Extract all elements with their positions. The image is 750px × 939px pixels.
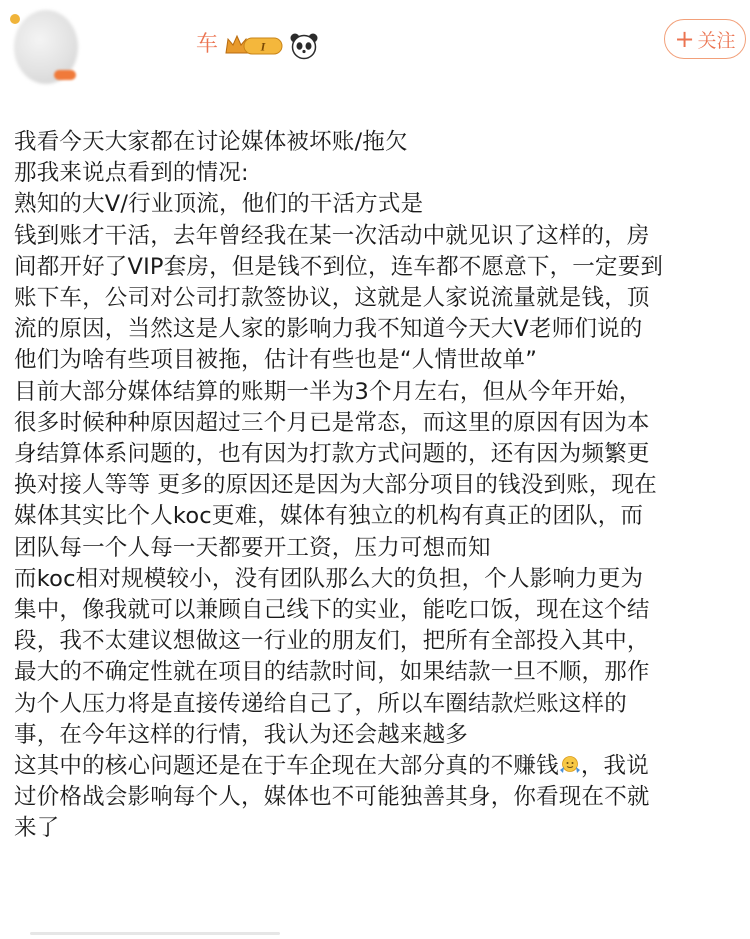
post-line: 间都开好了VIP套房，但是钱不到位，连车都不愿意下，一定要到 (14, 253, 664, 280)
post-line: 他们为啥有些项目被拖，估计有些也是“人情世故单” (14, 347, 538, 374)
post-header (0, 0, 750, 100)
post-line-with-emoji (14, 751, 744, 782)
post-line: 最大的不确定性就在项目的结款时间，如果结款一旦不顺，那作 (14, 659, 650, 686)
post-line: 段，我不太建议想做这一行业的朋友们，把所有全部投入其中， (14, 628, 650, 655)
post-line: 而koc相对规模较小，没有团队那么大的负担，个人影响力更为 (14, 565, 644, 592)
post-line: 目前大部分媒体结算的账期一半为3个月左右，但从今年开始， (14, 378, 642, 405)
post-text (14, 127, 744, 845)
post-line: 换对接人等等 更多的原因还是因为大部分项目的钱没到账，现在 (14, 472, 657, 499)
avatar-decoration (54, 70, 76, 80)
post-line: 我看今天大家都在讨论媒体被坏账/拖欠 (14, 129, 408, 155)
post-line: 熟知的大V/行业顶流，他们的干活方式是 (14, 191, 424, 218)
shrug-emoji-icon (559, 754, 581, 776)
divider (30, 932, 280, 935)
post-line: 那我来说点看到的情况: (14, 160, 249, 187)
post-line: 过价格战会影响每个人，媒体也不可能独善其身，你看现在不就 (14, 784, 650, 811)
plus-icon: + (674, 25, 695, 53)
post-line: 来了 (14, 815, 60, 842)
post-line: 身结算体系问题的，也有因为打款方式问题的，还有因为频繁更 (14, 441, 650, 468)
post-line: 事，在今年这样的行情，我认为还会越来越多 (14, 721, 469, 748)
follow-label: 关注 (697, 29, 736, 52)
author-name[interactable]: 车 (196, 32, 219, 57)
panda-icon (290, 32, 318, 60)
post-line: 团队每一个人每一天都要开工资，压力可想而知 (14, 534, 491, 561)
post-line: 为个人压力将是直接传递给自己了，所以车圈结款烂账这样的 (14, 690, 627, 717)
post-line-part: 这其中的核心问题还是在于车企现在大部分真的不赚钱 (14, 753, 559, 780)
post-line: 钱到账才干活，去年曾经我在某一次活动中就见识了这样的，房 (14, 222, 650, 249)
post-line: 账下车，公司对公司打款签协议，这就是人家说流量就是钱，顶 (14, 285, 650, 312)
crown-badge-icon (224, 33, 284, 57)
post-line: 很多时候种种原因超过三个月已是常态，而这里的原因有因为本 (14, 409, 650, 436)
avatar-decoration (10, 14, 20, 24)
post-line: 流的原因，当然这是人家的影响力我不知道今天大V老师们说的 (14, 316, 643, 343)
post-line: 集中，像我就可以兼顾自己线下的实业，能吃口饭，现在这个结 (14, 597, 650, 624)
post-line: 媒体其实比个人koc更难，媒体有独立的机构有真正的团队，而 (14, 503, 644, 530)
follow-button[interactable] (664, 19, 746, 59)
svg-text:I: I (260, 39, 266, 54)
post-line-part: ，我说 (580, 753, 649, 780)
